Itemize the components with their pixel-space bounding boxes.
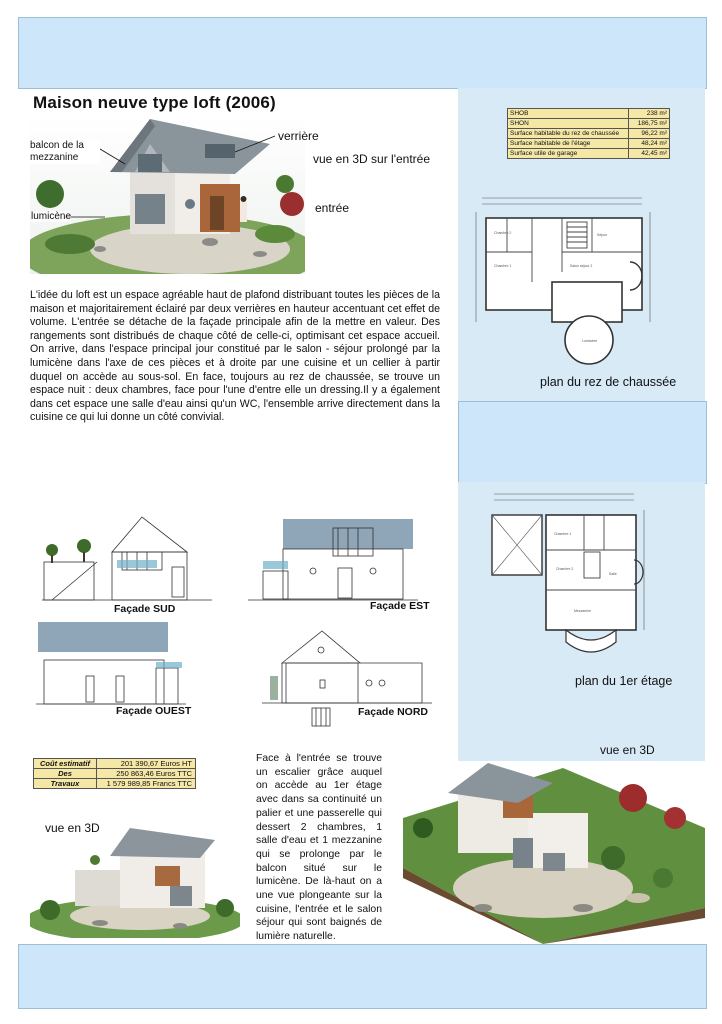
floor-plan-first	[484, 490, 664, 676]
svg-text:Chambre 1: Chambre 1	[494, 264, 512, 268]
surfaces-label: Surface utile de garage	[508, 149, 629, 159]
cost-label: Coût estimatif	[34, 759, 97, 769]
svg-text:Séjour: Séjour	[597, 233, 608, 237]
page-title: Maison neuve type loft (2006)	[33, 93, 276, 112]
label-vue-3d-entree: vue en 3D sur l'entrée	[313, 152, 431, 166]
surfaces-value: 42,45 m²	[629, 149, 670, 159]
vue-3d-left-label: vue en 3D	[45, 821, 100, 835]
surfaces-label: SHOB	[508, 109, 629, 119]
facade-sud-drawing	[42, 512, 212, 602]
surfaces-value: 48,24 m²	[629, 139, 670, 149]
cost-row	[34, 769, 196, 779]
surfaces-table	[507, 108, 670, 159]
svg-text:Salon séjour 2: Salon séjour 2	[570, 264, 593, 268]
description-paragraph: L'idée du loft est un espace agréable haut de plafond distribuant toutes les pièces de la maison et majoritairement éclairé par deux verrières en hauteur accentuant cet effet de volume. L'entrée se détache de la façade principale afin de la mettre en valeur. Des rangements sont distribués de chaque côté de celle-ci, optimisant cet espace accueil. On arrive, dans l'espace principal jour constitué par le salon - séjour prolongé par la lumicène dans l'axe de ces pièces et à droite par une cuisine et un cellier à partir duquel on accède au sous-sol. En face, toujours au rez de chaussée, se trouve un espace nuit : deux chambres, face pour l'une d'entre elle un dressing.Il y a également dans cet espace une salle d'eau ainsi qu'un WC, l'ensemble arrive directement dans la cuisine ce qui lui donne un côté convivial.	[30, 289, 440, 424]
footer-band	[18, 944, 707, 1009]
floor-plan-ground	[472, 192, 658, 370]
facade-ouest-drawing	[36, 620, 186, 706]
render-3d-right	[393, 758, 705, 944]
surfaces-row	[508, 109, 670, 119]
surfaces-row	[508, 149, 670, 159]
label-balcon: balcon de la mezzanine	[30, 140, 100, 164]
cost-value: 250 863,46 Euros TTC	[97, 769, 196, 779]
surfaces-value: 96,22 m²	[629, 129, 670, 139]
surfaces-value: 238 m²	[629, 109, 670, 119]
bottom-paragraph: Face à l'entrée se trouve un escalier grâce auquel on accède au 1er étage avec dans sa continuité un palier et une passerelle qui dessert 2 chambres, 1 salle d'eau et 1 mezzanine qui se prolonge par le balcon situé sur le lumicène. De là-haut on a une vue plongeante sur la cuisine, l'entrée et le salon séjour qui sont baignés de lumière naturelle.	[256, 753, 382, 943]
svg-text:Mezzanine: Mezzanine	[574, 609, 591, 613]
label-entree: entrée	[315, 201, 350, 215]
cost-row	[34, 779, 196, 789]
cost-row	[34, 759, 196, 769]
render-3d-left	[30, 828, 240, 938]
facade-nord-caption: Façade NORD	[358, 706, 429, 718]
plan-rdc-caption: plan du rez de chaussée	[540, 375, 677, 389]
facade-sud-caption: Façade SUD	[114, 603, 176, 615]
facade-est-drawing	[248, 516, 418, 602]
surfaces-label: Surface habitable du rez de chaussée	[508, 129, 629, 139]
cost-value: 201 390,67 Euros HT	[97, 759, 196, 769]
surfaces-value: 186,75 m²	[629, 119, 670, 129]
plan-etage-caption: plan du 1er étage	[575, 674, 673, 688]
svg-text:Chambre 2: Chambre 2	[494, 231, 512, 235]
surfaces-row	[508, 139, 670, 149]
hero-render	[30, 114, 305, 274]
facade-ouest-caption: Façade OUEST	[116, 705, 192, 717]
vue-3d-right-label: vue en 3D	[600, 743, 655, 757]
cost-table	[33, 758, 196, 789]
label-lumicene: lumicène	[31, 211, 72, 222]
svg-text:Salle: Salle	[609, 572, 617, 576]
svg-text:Lumicène: Lumicène	[582, 339, 598, 343]
svg-text:Chambre 2: Chambre 2	[556, 567, 574, 571]
header-band	[18, 17, 707, 89]
cost-label: Travaux	[34, 779, 97, 789]
cost-value: 1 579 989,85 Francs TTC	[97, 779, 196, 789]
facade-est-caption: Façade EST	[370, 600, 430, 612]
surfaces-row	[508, 129, 670, 139]
surfaces-label: SHON	[508, 119, 629, 129]
svg-text:Chambre 1: Chambre 1	[554, 532, 572, 536]
right-panel-mid	[458, 401, 707, 484]
cost-label: Des	[34, 769, 97, 779]
label-verriere: verrière	[278, 129, 319, 143]
surfaces-label: Surface habitable de l'étage	[508, 139, 629, 149]
surfaces-row	[508, 119, 670, 129]
